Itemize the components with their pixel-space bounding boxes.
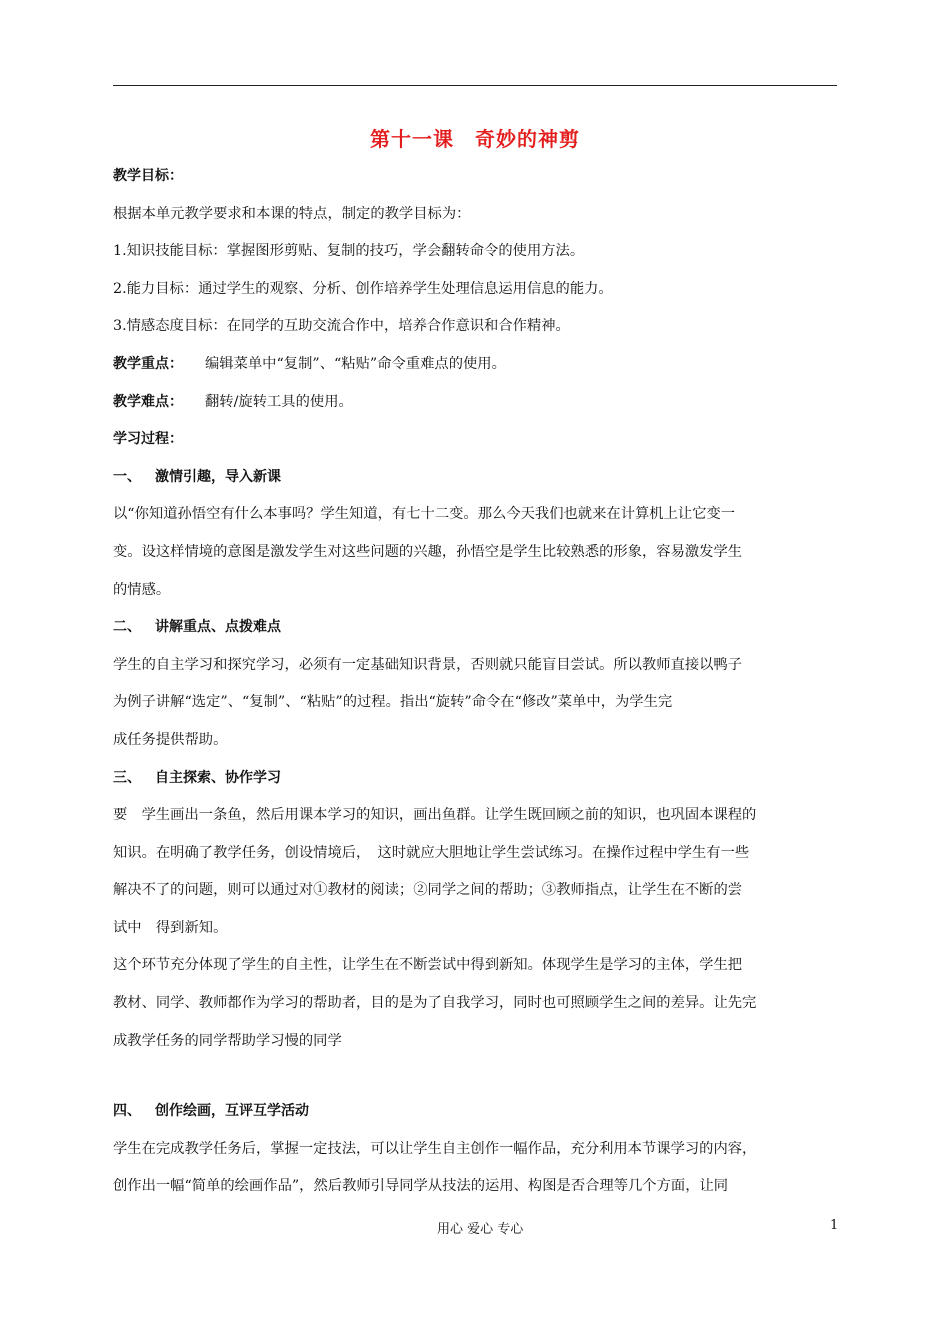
paragraph-line: 的情感。	[113, 581, 171, 598]
section-heading	[113, 1093, 841, 1131]
objective-item: 1.知识技能目标：掌握图形剪贴、复制的技巧，学会翻转命令的使用方法。	[113, 243, 585, 260]
paragraph-line: 以“你知道孙悟空有什么本事吗？学生知道，有七十二变。那么今天我们也就来在计算机上让它变一	[113, 506, 736, 523]
objective-item: 2.能力目标：通过学生的观察、分析、创作培养学生处理信息运用信息的能力。	[113, 280, 613, 297]
section-number: 三、	[113, 769, 141, 786]
paragraph-line: 创作出一幅“简单的绘画作品”，然后教师引导同学从技法的运用、构图是否合理等几个方面，让同	[113, 1178, 729, 1195]
footer-motto: 用心 爱心 专心	[437, 1222, 524, 1237]
document-body	[113, 158, 841, 1206]
section-heading	[113, 760, 841, 798]
section-title: 自主探索、协作学习	[155, 769, 281, 786]
paragraph-line: 为例子讲解“选定”、“复制”、“粘贴”的过程。指出“旋转”命令在“修改”菜单中，为学生完	[113, 694, 673, 711]
key-point-text: 编辑菜单中“复制”、“粘贴”命令重难点的使用。	[205, 355, 506, 372]
section-title: 激情引趣，导入新课	[155, 468, 281, 485]
paragraph-gap	[113, 1060, 841, 1093]
paragraph-line: 成教学任务的同学帮助学习慢的同学	[113, 1032, 342, 1049]
objectives-heading: 教学目标：	[113, 168, 183, 184]
paragraph-line: 知识。在明确了教学任务，创设情境后， 这时就应大胆地让学生尝试练习。在操作过程中学生有一些	[113, 844, 750, 861]
section-heading	[113, 609, 841, 647]
paragraph-line: 学生在完成教学任务后，掌握一定技法，可以让学生自主创作一幅作品，充分利用本节课学习的内容，	[113, 1140, 757, 1157]
objective-item: 3.情感态度目标：在同学的互助交流合作中，培养合作意识和合作精神。	[113, 318, 570, 335]
section-number: 四、	[113, 1103, 141, 1120]
key-point	[113, 346, 841, 384]
difficulty	[113, 384, 841, 422]
key-point-label: 教学重点：	[113, 355, 183, 372]
section-title: 创作绘画，互评互学活动	[155, 1103, 309, 1120]
process-heading: 学习过程：	[113, 431, 183, 448]
section-number: 二、	[113, 619, 141, 636]
paragraph-line: 这个环节充分体现了学生的自主性，让学生在不断尝试中得到新知。体现学生是学习的主体，学生把	[113, 957, 743, 974]
objectives-intro: 根据本单元教学要求和本课的特点，制定的教学目标为：	[113, 205, 471, 222]
section-number: 一、	[113, 468, 141, 485]
paragraph-line: 教材、同学、教师都作为学习的帮助者，目的是为了自我学习，同时也可照顾学生之间的差异。让先完	[113, 995, 757, 1012]
page-number: 1	[830, 1218, 839, 1233]
paragraph-line: 解决不了的问题，则可以通过对①教材的阅读；②同学之间的帮助；③教师指点，让学生在不断的尝	[113, 882, 743, 899]
paragraph-line: 学生的自主学习和探究学习，必须有一定基础知识背景，否则就只能盲目尝试。所以教师直接以鸭子	[113, 656, 743, 673]
page-title: 第十一课 奇妙的神剪	[370, 127, 580, 151]
difficulty-text: 翻转/旋转工具的使用。	[205, 393, 353, 410]
paragraph-line: 变。设这样情境的意图是激发学生对这些问题的兴趣，孙悟空是学生比较熟悉的形象，容易激发学生	[113, 543, 743, 560]
paragraph-line: 试中 得到新知。	[113, 919, 228, 936]
paragraph-line: 要 学生画出一条鱼，然后用课本学习的知识，画出鱼群。让学生既回顾之前的知识，也巩固本课程的	[113, 807, 757, 824]
difficulty-label: 教学难点：	[113, 393, 183, 410]
paragraph-line: 成任务提供帮助。	[113, 731, 228, 748]
section-title: 讲解重点、点拨难点	[155, 619, 281, 636]
header-rule	[113, 85, 837, 86]
section-heading	[113, 459, 841, 497]
